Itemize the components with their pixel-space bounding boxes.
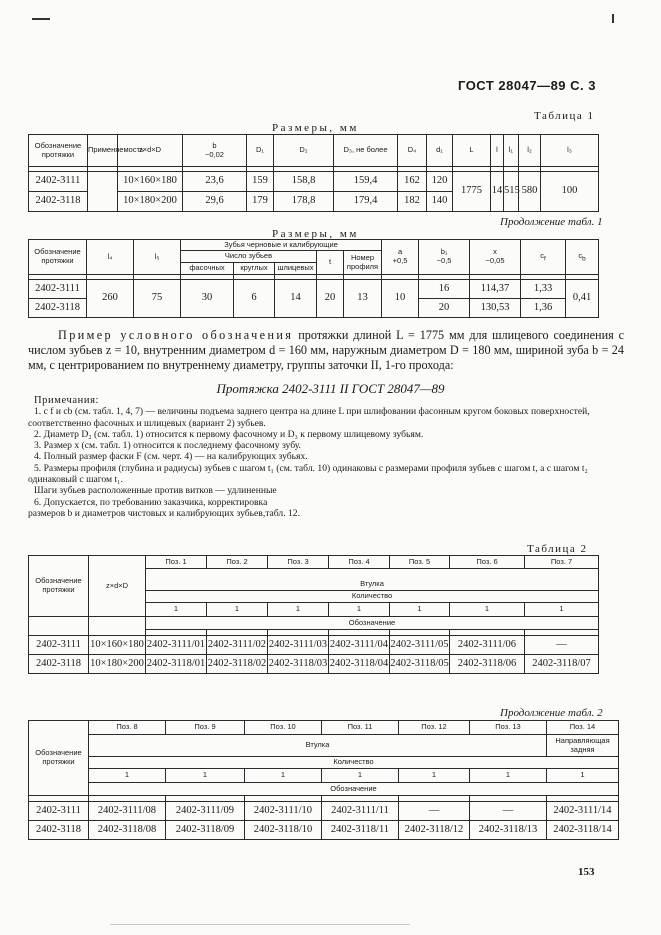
t2b-r2-c14: 2402-3118/14: [547, 821, 619, 840]
t2b-r1-c10: 2402-3111/10: [245, 802, 322, 821]
t2-r1-c6: 2402-3111/06: [450, 636, 525, 655]
t1-h-D4: D₄: [398, 135, 427, 167]
t1b-a: 10: [382, 280, 419, 318]
t2-qty-5: 1: [390, 603, 450, 617]
t2-r2-c6: 2402-3118/06: [450, 655, 525, 674]
t1-l1: 515: [504, 172, 519, 212]
t1b-profile: 13: [344, 280, 382, 318]
t2b-r1-c12: —: [399, 802, 470, 821]
t2b-r1-code: 2402-3111: [29, 802, 89, 821]
t2b-h-code: Обозначение протяжки: [29, 721, 89, 796]
t2-part: Втулка: [146, 579, 599, 591]
t1b-r1-b1: 16: [419, 280, 470, 299]
note-3: 3. Размер x (см. табл. 1) относится к последнему фасочному зубу.: [34, 440, 301, 452]
t2-r2-c1: 2402-3118/01: [146, 655, 207, 674]
t2-r1-code: 2402-3111: [29, 636, 89, 655]
t1b-h-spline: шлицевых: [275, 263, 317, 275]
t2b-qty-10: 1: [245, 769, 322, 783]
table1b: [28, 239, 599, 318]
table1b-caption: Продолжение табл. 1: [500, 216, 603, 228]
t1-r2-D4: 182: [398, 192, 427, 212]
t2-r2-c2: 2402-3118/02: [207, 655, 268, 674]
t2-r1-zdD: 10×160×180: [89, 636, 146, 655]
t1-r1-D3: 159,4: [334, 172, 398, 192]
t2-pos-3: Поз. 3: [268, 556, 329, 569]
t1b-r1-code: 2402-3111: [29, 280, 87, 299]
t2b-part: Втулка: [89, 735, 547, 757]
t1-h-D1: D₁: [247, 135, 274, 167]
t2-r2-c4: 2402-3118/04: [329, 655, 390, 674]
t2-qty-2: 1: [207, 603, 268, 617]
t1b-cb: 0,41: [566, 280, 599, 318]
t2-pos-7: Поз. 7: [525, 556, 599, 569]
t2-h-zdD: z×d×D: [89, 556, 146, 617]
t2b-r1-c11: 2402-3111/11: [322, 802, 399, 821]
t1b-shaped: 30: [181, 280, 234, 318]
t2-pos-2: Поз. 2: [207, 556, 268, 569]
t1b-h-teeth: Зубья черновые и калибрующие: [181, 240, 382, 251]
bottom-scan-line: [110, 924, 410, 925]
t2b-r2-c10: 2402-3118/10: [245, 821, 322, 840]
t2b-r2-c12: 2402-3118/12: [399, 821, 470, 840]
t2-qty-6: 1: [450, 603, 525, 617]
t1b-h-l4: l₄: [87, 240, 134, 275]
t2b-pos-8: Поз. 8: [89, 721, 166, 735]
t2-pos-5: Поз. 5: [390, 556, 450, 569]
t2b-pos-12: Поз. 12: [399, 721, 470, 735]
t1-r1-D1: 159: [247, 172, 274, 192]
t2-h-zdD-cont: [89, 617, 146, 630]
t2-qty-label: Количество: [146, 591, 599, 603]
example-paragraph: [28, 328, 624, 373]
t1-r2-b: 29,6: [183, 192, 247, 212]
t1-h-l2: l₂: [519, 135, 541, 167]
t2b-pos-11: Поз. 11: [322, 721, 399, 735]
t2b-pos-10: Поз. 10: [245, 721, 322, 735]
t2b-qty-11: 1: [322, 769, 399, 783]
t1-applic-empty: [88, 172, 118, 212]
t1-h-l3: l₃: [541, 135, 599, 167]
t1b-h-round: круглых: [234, 263, 275, 275]
example-lead: Пример условного обозначения: [58, 328, 294, 342]
t1b-r1-x: 114,37: [470, 280, 521, 299]
t2-qty-4: 1: [329, 603, 390, 617]
t2-r2-code: 2402-3118: [29, 655, 89, 674]
t2-r1-c1: 2402-3111/01: [146, 636, 207, 655]
t1b-h-cf: $c_f$: [521, 240, 566, 275]
t2-r1-c7: —: [525, 636, 599, 655]
t1b-h-l5: l₅: [134, 240, 181, 275]
t2b-r2-c13: 2402-3118/13: [470, 821, 547, 840]
t1b-h-shaped: фасочных: [181, 263, 234, 275]
t2b-r1-c14: 2402-3111/14: [547, 802, 619, 821]
t1b-l5: 75: [134, 280, 181, 318]
t1b-h-code: Обозначение протяжки: [29, 240, 87, 275]
t1-h-applic: Применяемость: [88, 135, 118, 167]
t1b-h-b1: b₁ −0,5: [419, 240, 470, 275]
t1b-spline: 14: [275, 280, 317, 318]
t1-h-zdD: z×d×D: [118, 135, 183, 167]
t2-r2-c3: 2402-3118/03: [268, 655, 329, 674]
t1-r1-D4: 162: [398, 172, 427, 192]
t2b-pos-13: Поз. 13: [470, 721, 547, 735]
notes-block: [28, 395, 608, 519]
t2b-r1-c8: 2402-3111/08: [89, 802, 166, 821]
t2b-qty-8: 1: [89, 769, 166, 783]
t2b-desig-label: Обозначение: [89, 783, 619, 796]
t1-r2-D2: 178,8: [274, 192, 334, 212]
t2-pos-6: Поз. 6: [450, 556, 525, 569]
t1-h-D3: D₃, не более: [334, 135, 398, 167]
example-text: протяжки длиной L = 1775 мм для шлицевого соединения с числом зубьев z = 10, внутренним диаметром d = 160 мм, наружным диаметром D = 180 мм, шириной зуба b = 24 мм, с центрированием по внутреннему диаметру, группы заточки II, 1-го прохода:: [28, 328, 624, 372]
t1b-l4: 260: [87, 280, 134, 318]
t2-qty-3: 1: [268, 603, 329, 617]
t1b-r2-x: 130,53: [470, 299, 521, 318]
t2-qty-1: 1: [146, 603, 207, 617]
t2-r1-c2: 2402-3111/02: [207, 636, 268, 655]
t1b-h-a: a +0,5: [382, 240, 419, 275]
t2-pos-4: Поз. 4: [329, 556, 390, 569]
table2b-caption: Продолжение табл. 2: [500, 707, 603, 719]
t1b-r1-cf: 1,33: [521, 280, 566, 299]
t1b-r2-code: 2402-3118: [29, 299, 87, 318]
note-6-cont: размеров b и диаметров чистовых и калибрующих зубьев,табл. 12.: [28, 507, 301, 519]
t1b-t: 20: [317, 280, 344, 318]
t1-r2-D1: 179: [247, 192, 274, 212]
note-4: 4. Полный размер фаски F (см. черт. 4) — на калибрующих зубьях.: [34, 451, 308, 463]
t1b-r2-b1: 20: [419, 299, 470, 318]
t1-h-D2: D₂: [274, 135, 334, 167]
t2-r1-c4: 2402-3111/04: [329, 636, 390, 655]
t2b-r1-c9: 2402-3111/09: [166, 802, 245, 821]
t1-r1-D2: 158,8: [274, 172, 334, 192]
t2-h-code: Обозначение протяжки: [29, 556, 89, 617]
page-number: 153: [578, 866, 595, 878]
note-5-extra: Шаги зубьев расположенные против витков — удлиненные: [34, 485, 277, 497]
table1b-title: Размеры, мм: [272, 228, 359, 240]
t2-r1-c3: 2402-3111/03: [268, 636, 329, 655]
t2-r1-c5: 2402-3111/05: [390, 636, 450, 655]
t1b-round: 6: [234, 280, 275, 318]
t2-qty-7: 1: [525, 603, 599, 617]
note-2: 2. Диаметр D₂ (см. табл. 1) относится к первому фасочному и D₃ к первому шлицевому зубьям.: [34, 428, 424, 440]
t1-h-d1: d₁: [427, 135, 453, 167]
table2b: [28, 720, 619, 840]
t2-r2-zdD: 10×180×200: [89, 655, 146, 674]
table1-title: Размеры, мм: [272, 122, 359, 134]
table2: [28, 555, 599, 674]
t2-pos-1: Поз. 1: [146, 556, 207, 569]
notes-title: Примечания:: [34, 395, 100, 406]
t2-r2-c7: 2402-3118/07: [525, 655, 599, 674]
t1-h-l: l: [491, 135, 504, 167]
t2b-r2-code: 2402-3118: [29, 821, 89, 840]
t1-r2-d1: 140: [427, 192, 453, 212]
t1-r1-d1: 120: [427, 172, 453, 192]
t1b-h-t: t: [317, 251, 344, 275]
t1-h-l1: l₁: [504, 135, 519, 167]
t1-h-b: b −0,02: [183, 135, 247, 167]
t2b-r1-c13: —: [470, 802, 547, 821]
table1-caption: Таблица 1: [534, 110, 595, 122]
t2b-pos-9: Поз. 9: [166, 721, 245, 735]
t1b-h-profile: Номер профиля: [344, 251, 382, 275]
t2b-r2-c8: 2402-3118/08: [89, 821, 166, 840]
t2b-part-last: Направляющая задняя: [547, 735, 619, 757]
t1-r1-zdD: 10×160×180: [118, 172, 183, 192]
t1-h-L: L: [453, 135, 491, 167]
t1-l3: 100: [541, 172, 599, 212]
t2b-qty-13: 1: [470, 769, 547, 783]
t1b-h-cb: $c_b$: [566, 240, 599, 275]
t1-L: 1775: [453, 172, 491, 212]
t2-spacer: [146, 569, 599, 579]
t2b-r2-c11: 2402-3118/11: [322, 821, 399, 840]
t2-h-code-cont: [29, 617, 89, 630]
t1-l: 14: [491, 172, 504, 212]
t1-l2: 580: [519, 172, 541, 212]
page-header: ГОСТ 28047—89 С. 3: [458, 78, 596, 93]
t1-h-code: Обозначение протяжки: [29, 135, 88, 167]
t1-r2-code: 2402-3118: [29, 192, 88, 212]
t1b-r2-cf: 1,36: [521, 299, 566, 318]
t2b-qty-14: 1: [547, 769, 619, 783]
table2-caption: Таблица 2: [527, 543, 588, 555]
note-1: 1. c f и cb (см. табл. 1, 4, 7) — величины подъема заднего центра на длине L при шлифовании фасонным кругом боковых поверхностей, соответственно фасочных и шлицевых (вариант 2) зубьев.: [28, 406, 590, 429]
example-designation: Протяжка 2402-3111 II ГОСТ 28047—89: [216, 381, 445, 396]
t2b-qty-9: 1: [166, 769, 245, 783]
t1-r2-zdD: 10×180×200: [118, 192, 183, 212]
t1b-h-count: Число зубьев: [181, 251, 317, 263]
t2b-r2-c9: 2402-3118/09: [166, 821, 245, 840]
t1-r1-code: 2402-3111: [29, 172, 88, 192]
t2-desig-label: Обозначение: [146, 617, 599, 630]
t1-r1-b: 23,6: [183, 172, 247, 192]
note-5: 5. Размеры профиля (глубина и радиусы) зубьев с шагом t₁ (см. табл. 10) одинаковы с размерами профиля зубьев с шагом t, а с шагом t₂ одинаковый с шагом t₁.: [28, 462, 588, 486]
table1: [28, 134, 599, 212]
scan-mark-right: [612, 14, 614, 23]
t2b-pos-14: Поз. 14: [547, 721, 619, 735]
note-6: 6. Допускается, по требованию заказчика, корректировка: [34, 496, 268, 508]
t1-r2-D3: 179,4: [334, 192, 398, 212]
t2-r2-c5: 2402-3118/05: [390, 655, 450, 674]
scan-mark-left: [32, 18, 50, 20]
t2b-qty-label: Количество: [89, 757, 619, 769]
t2b-qty-12: 1: [399, 769, 470, 783]
t1b-h-x: x −0,05: [470, 240, 521, 275]
